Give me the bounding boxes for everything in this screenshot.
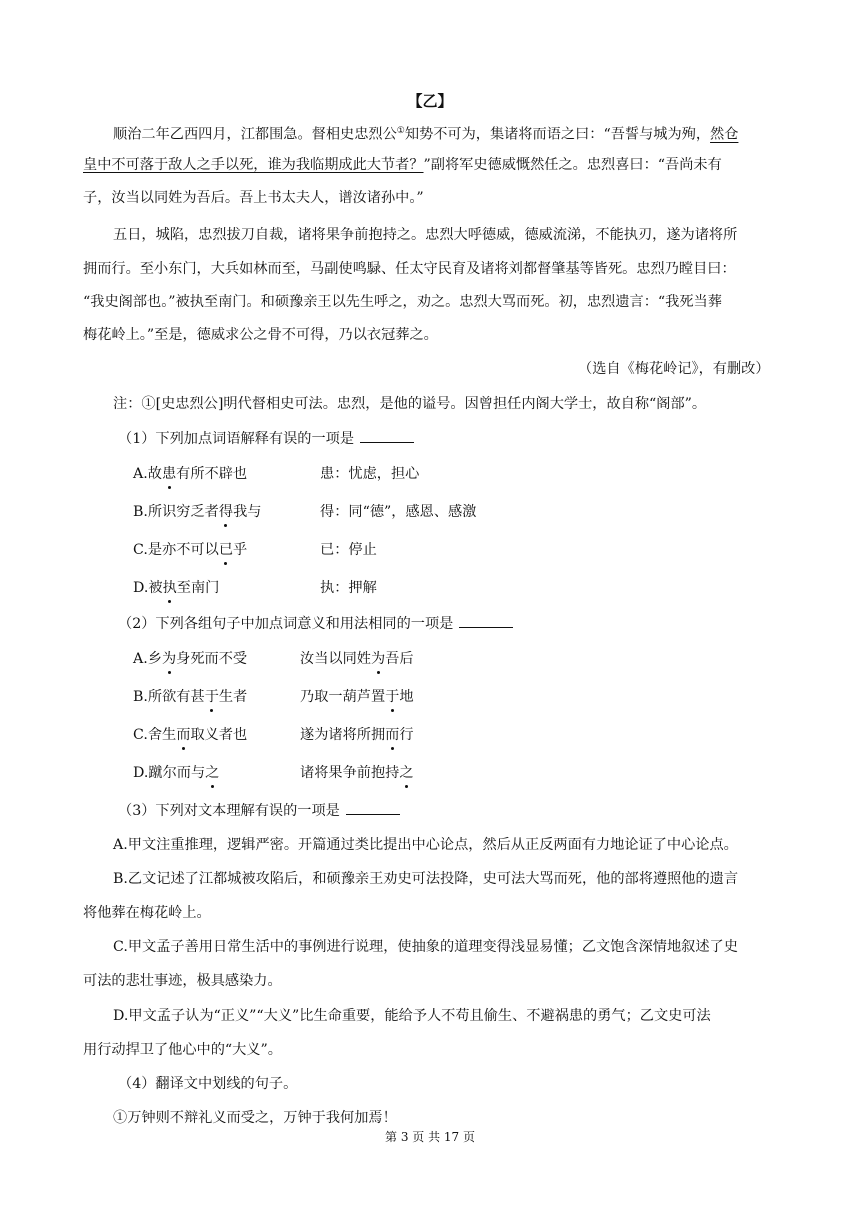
question-1-stem: （1）下列加点词语解释有误的一项是: [118, 429, 414, 449]
q2-option-b-left: B.所欲有甚于生者: [133, 689, 248, 705]
q1-option-d: D.被执至南门: [133, 580, 220, 596]
q2-option-b-right: 乃取一葫芦置于地: [300, 689, 414, 705]
q1-option-b: B.所识穷乏者得我与: [133, 504, 262, 520]
q2-option-d-right: 诸将果争前抱持之: [300, 765, 414, 781]
footnote: 注：①[史忠烈公]明代督相史可法。忠烈，是他的谥号。因曾担任内阁大学士，故自称“阁部”。: [113, 396, 707, 412]
passage-line: 拥而行。至小东门，大兵如林而至，马副使鸣騄、任太守民育及诸将刘都督肇基等皆死。忠烈乃瞠目曰：: [83, 261, 736, 277]
q2-option-d-left: D.蹴尔而与之: [133, 765, 220, 781]
passage-line: 顺治二年乙西四月，江都围急。督相史忠烈公①知势不可为，集诸将而语之曰：“吾誓与城为殉，然仓: [113, 126, 739, 143]
q1-option-a-explanation: 患：忧虑，担心: [320, 466, 420, 482]
q3-option-a: A.甲文注重推理，逻辑严密。开篇通过类比提出中心论点，然后从正反两面有力地论证了中心论点。: [113, 837, 738, 853]
answer-blank[interactable]: [360, 430, 414, 443]
q3-option-d: D.甲文孟子认为“正义”“大义”比生命重要，能给予人不苟且偷生、不避祸患的勇气；乙文史可法: [113, 1008, 711, 1024]
passage-line: 子，汝当以同姓为吾后。吾上书太夫人，谱汝诸孙中。”: [83, 190, 424, 206]
source-citation: （选自《梅花岭记》，有删改）: [578, 361, 770, 377]
question-4-stem: （4）翻译文中划线的句子。: [118, 1076, 298, 1092]
passage-line: 五日，城陷，忠烈拔刀自裁，诸将果争前抱持之。忠烈大呼德威，德威流涕，不能执刃，遂为诸将所: [113, 227, 738, 243]
underlined-sentence: 然仓: [710, 126, 739, 143]
q2-option-c-left: C.舍生而取义者也: [133, 727, 248, 743]
q2-option-a-right: 汝当以同姓为吾后: [300, 651, 414, 667]
q3-option-b: B.乙文记述了江都城被攻陷后，和硕豫亲王劝史可法投降，史可法大骂而死，他的部将遵照他的遗言: [113, 871, 739, 887]
page-footer: 第 3 页 共 17 页: [385, 1130, 475, 1144]
passage-line: 皇中不可落于敌人之手以死，谁为我临期成此大节者？”副将军史德威慨然任之。忠烈喜曰：“吾尚未有: [83, 157, 722, 173]
q1-option-a: A.故患有所不辟也: [133, 466, 248, 482]
underlined-sentence: 皇中不可落于敌人之手以死，谁为我临期成此大节者？: [83, 157, 424, 173]
q3-option-c-cont: 可法的悲壮事迹，极具感染力。: [83, 973, 282, 989]
q1-option-b-explanation: 得：同“德”，感恩、感激: [320, 504, 477, 520]
q1-option-d-explanation: 执：押解: [320, 580, 377, 596]
answer-blank[interactable]: [459, 615, 513, 628]
question-3-stem: （3）下列对文本理解有误的一项是: [118, 801, 400, 821]
q4-item-1: ①万钟则不辩礼义而受之，万钟于我何加焉！: [113, 1110, 397, 1126]
q3-option-d-cont: 用行动捍卫了他心中的“大义”。: [83, 1042, 282, 1058]
question-2-stem: （2）下列各组句子中加点词意义和用法相同的一项是: [118, 614, 513, 634]
q1-option-c-explanation: 已：停止: [320, 542, 377, 558]
q3-option-b-cont: 将他葬在梅花岭上。: [83, 905, 211, 921]
q1-option-c: C.是亦不可以已乎: [133, 542, 248, 558]
q2-option-c-right: 遂为诸将所拥而行: [300, 727, 414, 743]
passage-line: 梅花岭上。”至是，德威求公之骨不可得，乃以衣冠葬之。: [83, 327, 438, 343]
answer-blank[interactable]: [346, 802, 400, 815]
footnote-marker: ①: [396, 126, 405, 136]
passage-line: “我史阁部也。”被执至南门。和硕豫亲王以先生呼之，劝之。忠烈大骂而死。初，忠烈遗言：“我死当葬: [83, 294, 722, 310]
section-title: 【乙】: [407, 92, 453, 110]
q2-option-a-left: A.乡为身死而不受: [133, 651, 248, 667]
q3-option-c: C.甲文孟子善用日常生活中的事例进行说理，使抽象的道理变得浅显易懂；乙文饱含深情地叙述了史: [113, 939, 738, 955]
